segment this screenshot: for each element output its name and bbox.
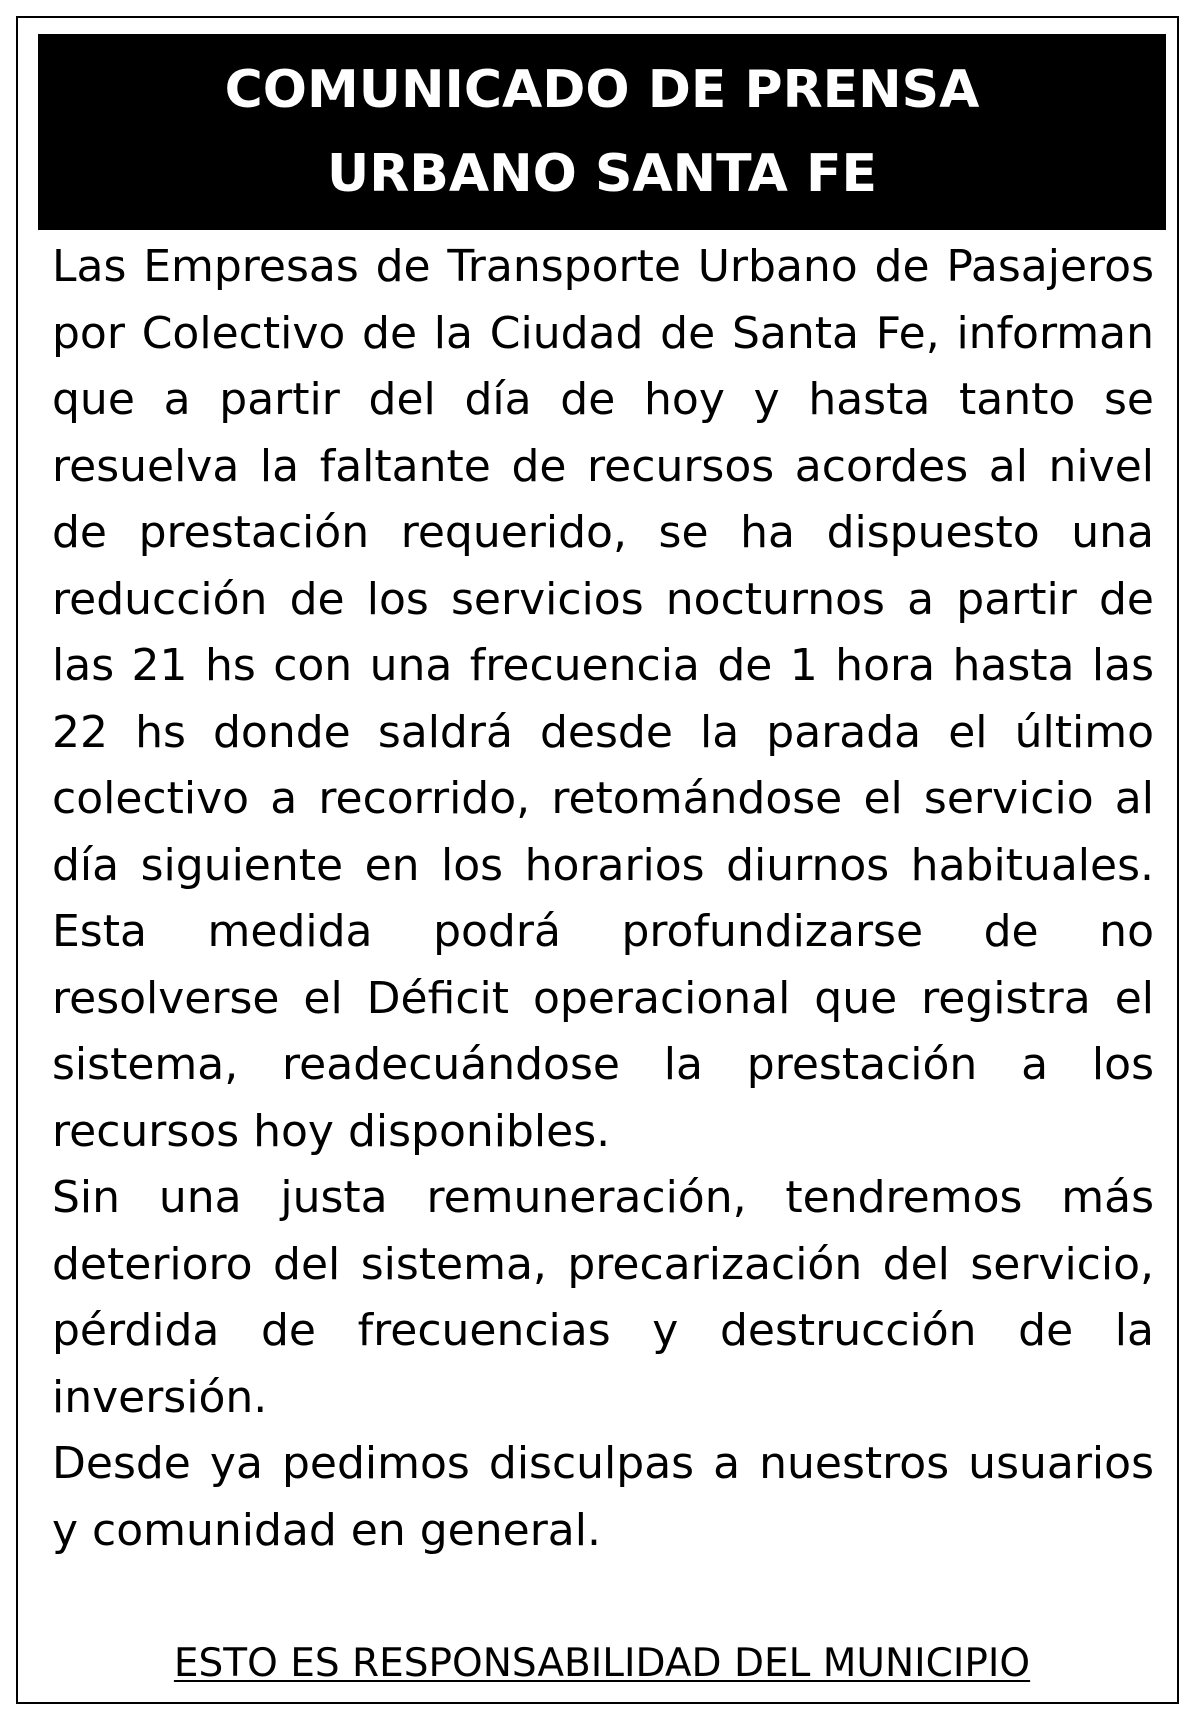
body-paragraph-announcement: Las Empresas de Transporte Urbano de Pasajeros por Colectivo de la Ciudad de Santa Fe, informan que a partir del día de hoy y hasta tanto se resuelva la faltante de recursos acordes al nivel de prestación requerido, se ha dispuesto una reducción de los servicios nocturnos a partir de las 21 hs con una frecuencia de 1 hora hasta las 22 hs donde saldrá desde la parada el último colectivo a recorrido, retomándose el servicio al día siguiente en los horarios diurnos habituales. Esta medida podrá profundizarse de no resolverse el Déficit operacional que registra el sistema, readecuándose la prestación a los recursos hoy disponibles.: [52, 241, 1154, 1157]
header-subtitle: URBANO SANTA FE: [326, 144, 877, 204]
press-release-header: [38, 34, 1166, 230]
body-paragraph-consequences: Sin una justa remuneración, tendremos más deterioro del sistema, precarización del servicio, pérdida de frecuencias y destrucción de la inversión.: [52, 1172, 1154, 1423]
press-release-body: [52, 234, 1154, 1564]
responsibility-note: ESTO ES RESPONSABILIDAD DEL MUNICIPIO: [173, 1641, 1031, 1686]
body-paragraph-apology: Desde ya pedimos disculpas a nuestros usuarios y comunidad en general.: [52, 1438, 1154, 1556]
header-title: COMUNICADO DE PRENSA: [224, 60, 980, 120]
